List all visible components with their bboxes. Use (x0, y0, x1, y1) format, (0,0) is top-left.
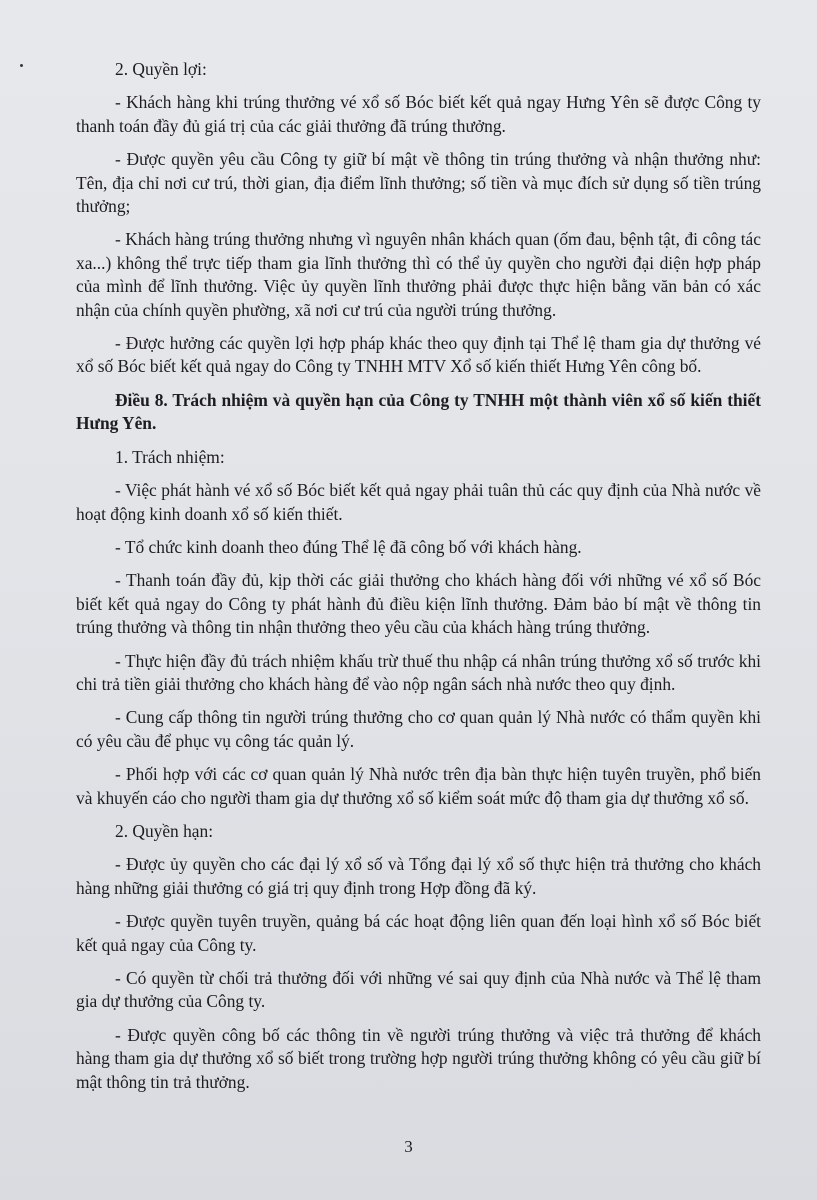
page-number: 3 (404, 1137, 413, 1156)
article-8-heading: Điều 8. Trách nhiệm và quyền hạn của Công ty TNHH một thành viên xổ số kiến thiết Hưng Yên. (76, 389, 761, 434)
paragraph: - Được ủy quyền cho các đại lý xổ số và Tổng đại lý xổ số thực hiện trả thưởng cho khách hàng những giải thưởng có giá trị quy định trong Hợp đồng đã ký. (76, 854, 761, 898)
paragraph: - Được quyền tuyên truyền, quảng bá các hoạt động liên quan đến loại hình xổ số Bóc biết kết quả ngay của Công ty. (76, 911, 761, 955)
section-heading-rights: 2. Quyền lợi: (115, 59, 207, 79)
ink-dot (20, 64, 23, 67)
paragraph: - Khách hàng trúng thưởng nhưng vì nguyên nhân khách quan (ốm đau, bệnh tật, đi công tác xa...) không thể trực tiếp tham gia lĩnh thưởng thì có thể ủy quyền cho người đại diện hợp pháp của mình để lĩnh thưởng. Việc ủy quyền lĩnh thưởng phải được thực hiện bằng văn bản có xác nhận của chính quyền phường, xã nơi cư trú của người trúng thưởng. (76, 229, 761, 320)
paragraph: - Được hưởng các quyền lợi hợp pháp khác theo quy định tại Thể lệ tham gia dự thưởng vé xổ số Bóc biết kết quả ngay do Công ty TNHH MTV Xổ số kiến thiết Hưng Yên công bố. (76, 333, 761, 377)
paragraph: - Tổ chức kinh doanh theo đúng Thể lệ đã công bố với khách hàng. (115, 536, 582, 557)
paragraph: - Cung cấp thông tin người trúng thưởng cho cơ quan quản lý Nhà nước có thẩm quyền khi có yêu cầu để phục vụ công tác quản lý. (76, 707, 761, 751)
paragraph: - Được quyền yêu cầu Công ty giữ bí mật về thông tin trúng thưởng và nhận thưởng như: Tên, địa chỉ nơi cư trú, thời gian, địa điểm lĩnh thưởng; số tiền và mục đích sử dụng số tiền trúng thưởng; (76, 149, 761, 217)
paragraph: - Khách hàng khi trúng thưởng vé xổ số Bóc biết kết quả ngay Hưng Yên sẽ được Công ty thanh toán đầy đủ giá trị của các giải thưởng đã trúng thưởng. (76, 92, 761, 136)
paragraph: - Có quyền từ chối trả thưởng đối với những vé sai quy định của Nhà nước và Thể lệ tham gia dự thưởng của Công ty. (76, 968, 761, 1012)
paragraph: - Việc phát hành vé xổ số Bóc biết kết quả ngay phải tuân thủ các quy định của Nhà nước về hoạt động kinh doanh xổ số kiến thiết. (76, 480, 761, 524)
paragraph: - Phối hợp với các cơ quan quản lý Nhà nước trên địa bàn thực hiện tuyên truyền, phổ biến và khuyến cáo cho người tham gia dự thưởng xổ số kiểm soát mức độ tham gia dự thưởng xổ số. (76, 764, 761, 808)
section-heading-responsibilities: 1. Trách nhiệm: (115, 446, 225, 467)
paragraph: - Thanh toán đầy đủ, kịp thời các giải thưởng cho khách hàng đối với những vé xổ số Bóc biết kết quả ngay do Công ty phát hành đủ điều kiện lĩnh thưởng. Đảm bảo bí mật về thông tin trúng thưởng và thông tin nhận thưởng theo yêu cầu của khách hàng trúng thưởng. (76, 570, 761, 638)
paragraph: - Thực hiện đầy đủ trách nhiệm khấu trừ thuế thu nhập cá nhân trúng thưởng xổ số trước khi chi trả tiền giải thưởng cho khách hàng để vào nộp ngân sách nhà nước theo quy định. (76, 650, 761, 694)
section-heading-powers: 2. Quyền hạn: (115, 820, 214, 841)
paragraph: - Được quyền công bố các thông tin về người trúng thưởng và việc trả thưởng để khách hàng tham gia dự thưởng xổ số biết trong trường hợp người trúng thưởng không có yêu cầu giữ bí mật thông tin trả thưởng. (76, 1024, 761, 1092)
